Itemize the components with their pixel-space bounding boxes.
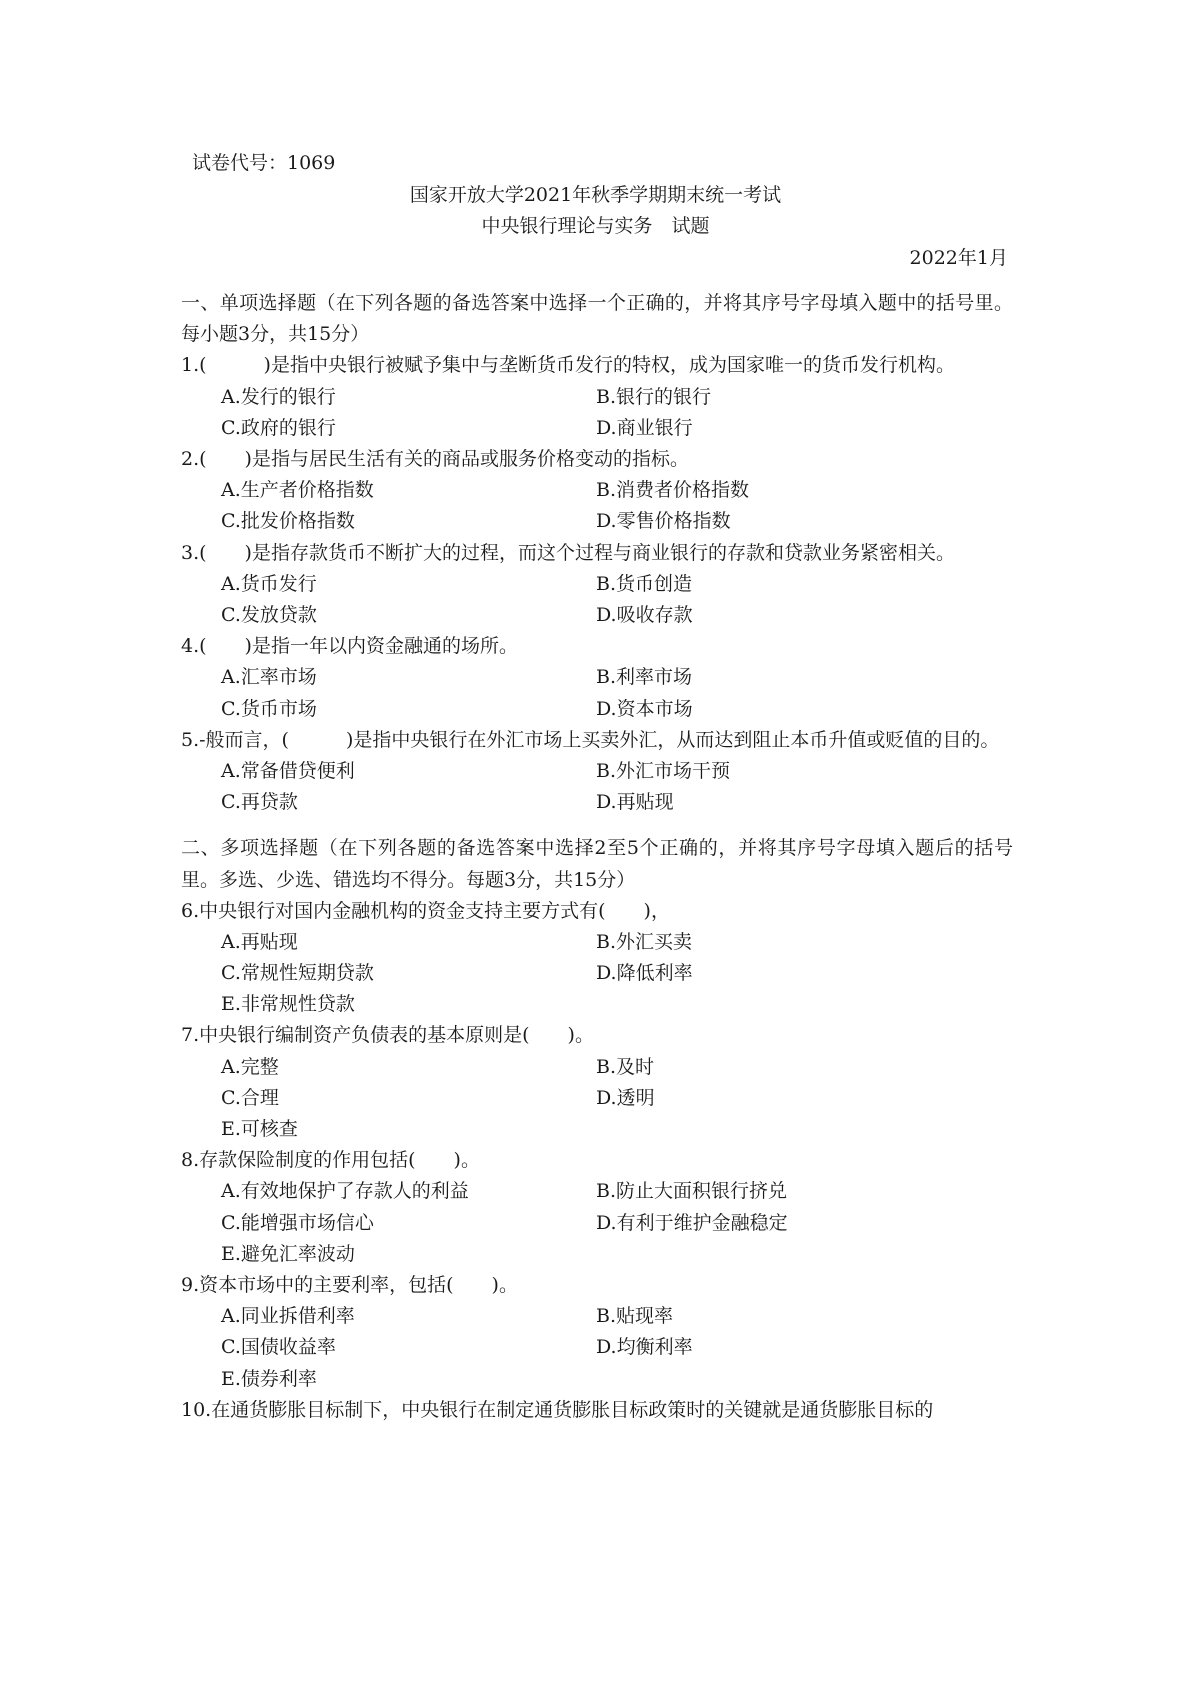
- option-item: B.防止大面积银行挤兑: [596, 1180, 788, 1203]
- option-item: C.发放贷款: [221, 603, 317, 626]
- section-gap: [181, 818, 1013, 833]
- option-item: D.资本市场: [596, 697, 693, 720]
- question-item: [181, 1270, 1013, 1395]
- option-item: E.可核查: [221, 1118, 298, 1141]
- option-item: B.消费者价格指数: [596, 479, 750, 502]
- question-item: [181, 1145, 1013, 1270]
- option-list: [181, 756, 1013, 818]
- question-stem: 9.资本市场中的主要利率，包括( )。: [181, 1274, 518, 1296]
- question-item: [181, 631, 1013, 725]
- option-item: B.货币创造: [596, 572, 693, 595]
- option-item: D.商业银行: [596, 416, 693, 439]
- option-item: C.货币市场: [221, 697, 317, 720]
- option-item: D.透明: [596, 1086, 655, 1109]
- question-stem: 5.-般而言，( )是指中央银行在外汇市场上买卖外汇，从而达到阻止本币升值或贬值的目的。: [181, 728, 1000, 751]
- option-item: D.再贴现: [596, 791, 674, 814]
- question-stem: 4.( )是指一年以内资金融通的场所。: [181, 635, 518, 658]
- question-item: [181, 350, 1013, 444]
- option-item: D.均衡利率: [596, 1336, 693, 1359]
- paper-code: 试卷代号：1069: [192, 152, 336, 174]
- question-item: [181, 725, 1013, 819]
- option-list: [181, 1052, 1013, 1146]
- section-heading: 二、多项选择题（在下列各题的备选答案中选择2至5个正确的，并将其序号字母填入题后的括号里。多选、少选、错选均不得分。每题3分，共15分）: [181, 837, 1013, 891]
- question-item: [181, 538, 1013, 632]
- question-stem: 2.( )是指与居民生活有关的商品或服务价格变动的指标。: [181, 447, 689, 470]
- question-stem: 1.( )是指中央银行被赋予集中与垄断货币发行的特权，成为国家唯一的货币发行机构。: [181, 354, 955, 377]
- exam-date: 2022年1月: [909, 247, 1008, 269]
- option-item: C.批发价格指数: [221, 510, 355, 533]
- option-item: D.有利于维护金融稳定: [596, 1211, 788, 1234]
- question-stem: 3.( )是指存款货币不断扩大的过程，而这个过程与商业银行的存款和贷款业务紧密相关。: [181, 541, 955, 564]
- option-item: B.利率市场: [596, 666, 693, 689]
- option-item: A.发行的银行: [221, 385, 336, 408]
- option-item: B.及时: [596, 1055, 655, 1078]
- option-item: A.货币发行: [221, 572, 317, 595]
- question-item: [181, 1020, 1013, 1145]
- option-item: B.外汇买卖: [596, 930, 693, 953]
- option-item: B.外汇市场干预: [596, 759, 731, 782]
- option-item: A.常备借贷便利: [221, 759, 355, 782]
- option-item: E.债券利率: [221, 1367, 317, 1390]
- question-stem: 8.存款保险制度的作用包括( )。: [181, 1149, 480, 1172]
- option-item: C.合理: [221, 1086, 279, 1109]
- section-heading: 一、单项选择题（在下列各题的备选答案中选择一个正确的，并将其序号字母填入题中的括号里。每小题3分，共15分）: [181, 292, 1013, 346]
- option-item: E.非常规性贷款: [221, 993, 355, 1016]
- option-item: A.完整: [221, 1055, 279, 1078]
- question-item: [181, 896, 1013, 1021]
- exam-section: [181, 288, 1013, 818]
- option-list: [181, 1301, 1013, 1395]
- option-item: B.银行的银行: [596, 385, 712, 408]
- question-stem: 7.中央银行编制资产负债表的基本原则是( )。: [181, 1024, 594, 1047]
- option-item: E.避免汇率波动: [221, 1242, 355, 1265]
- option-item: C.常规性短期贷款: [221, 962, 374, 985]
- option-list: [181, 475, 1013, 537]
- question-item: [181, 444, 1013, 538]
- option-item: D.吸收存款: [596, 603, 693, 626]
- option-item: A.汇率市场: [221, 666, 317, 689]
- exam-section: [181, 833, 1013, 1426]
- option-item: C.再贷款: [221, 791, 298, 814]
- option-list: [181, 382, 1013, 444]
- option-list: [181, 569, 1013, 631]
- option-list: [181, 1176, 1013, 1270]
- option-item: C.能增强市场信心: [221, 1211, 374, 1234]
- option-list: [181, 662, 1013, 724]
- question-stem: 10.在通货膨胀目标制下，中央银行在制定通货膨胀目标政策时的关键就是通货膨胀目标的: [181, 1398, 934, 1421]
- exam-subtitle: 中央银行理论与实务 试题: [481, 215, 710, 237]
- exam-content: [181, 288, 1013, 1426]
- exam-title: 国家开放大学2021年秋季学期期末统一考试: [409, 184, 782, 206]
- option-item: D.零售价格指数: [596, 510, 731, 533]
- option-item: A.生产者价格指数: [221, 479, 374, 502]
- option-list: [181, 927, 1013, 1021]
- option-item: A.同业拆借利率: [221, 1305, 355, 1328]
- option-item: D.降低利率: [596, 962, 693, 985]
- option-item: A.有效地保护了存款人的利益: [221, 1180, 469, 1203]
- option-item: B.贴现率: [596, 1305, 674, 1328]
- question-stem: 6.中央银行对国内金融机构的资金支持主要方式有( )，: [181, 899, 670, 922]
- option-item: A.再贴现: [221, 930, 298, 953]
- question-item: [181, 1395, 1013, 1426]
- option-item: C.国债收益率: [221, 1336, 336, 1359]
- option-item: C.政府的银行: [221, 416, 336, 439]
